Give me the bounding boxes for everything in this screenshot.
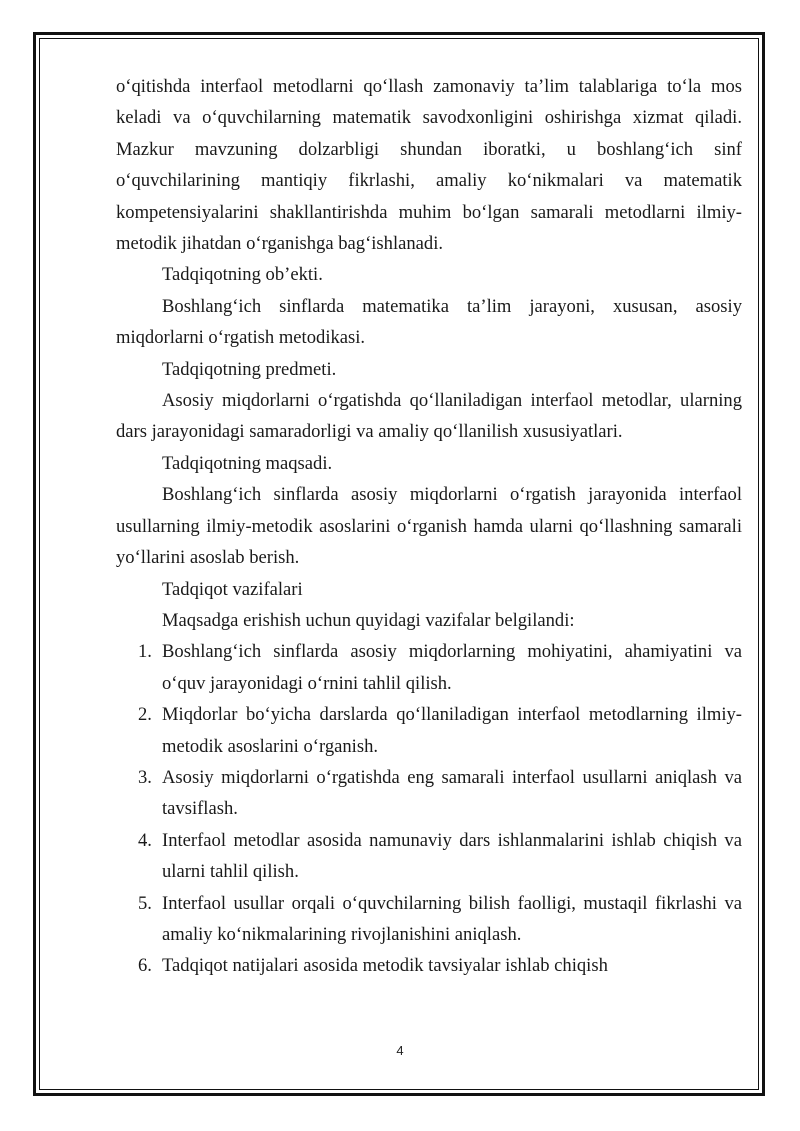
object-heading: Tadqiqotning ob’ekti. xyxy=(162,264,323,286)
list-item xyxy=(116,825,742,888)
list-number: 5. xyxy=(138,892,152,914)
subject-heading: Tadqiqotning predmeti. xyxy=(162,358,337,380)
document-body xyxy=(116,71,742,982)
list-number: 1. xyxy=(138,641,152,663)
object-text: Boshlang‘ich sinflarda matematika ta’lim jarayoni, xususan, asosiy miqdorlarni o‘rgatish metodikasi. xyxy=(116,295,742,349)
tasks-heading: Tadqiqot vazifalari xyxy=(162,578,303,600)
page-number: 4 xyxy=(396,1043,404,1058)
list-item-text: Miqdorlar bo‘yicha darslarda qo‘llaniladigan interfaol metodlarning ilmiy-metodik asoslarini o‘rganish. xyxy=(162,704,742,757)
list-item-text: Boshlang‘ich sinflarda asosiy miqdorlarning mohiyatini, ahamiyatini va o‘quv jarayonidagi o‘rnini tahlil qilish. xyxy=(162,641,742,694)
goal-heading: Tadqiqotning maqsadi. xyxy=(162,452,333,474)
tasks-list xyxy=(116,636,742,981)
list-item-text: Asosiy miqdorlarni o‘rgatishda eng samarali interfaol usullarni aniqlash va tavsiflash. xyxy=(162,766,742,820)
list-number: 2. xyxy=(138,704,152,726)
subject-text: Asosiy miqdorlarni o‘rgatishda qo‘llaniladigan interfaol metodlar, ularning dars jarayonidagi samaradorligi va amaliy qo‘llanilish xususiyatlari. xyxy=(116,390,742,443)
list-item xyxy=(116,888,742,951)
list-item-text: Interfaol metodlar asosida namunaviy dars ishlanmalarini ishlab chiqish va ularni tahlil qilish. xyxy=(162,829,742,883)
tasks-intro: Maqsadga erishish uchun quyidagi vazifalar belgilandi: xyxy=(162,609,575,631)
intro-paragraph: o‘qitishda interfaol metodlarni qo‘llash zamonaviy ta’lim talablariga to‘la mos keladi va o‘quvchilarning matematik savodxonligini oshirishga xizmat qiladi. Mazkur mavzuning dolzarbligi shundan iboratki, u boshlang‘ich sinf o‘quvchilarining mantiqiy fikrlashi, amaliy ko‘nikmalari va matematik kompetensiyalarini shakllantirishda muhim bo‘lgan samarali metodlarni ilmiy-metodik jihatdan o‘rganishga bag‘ishlanadi. xyxy=(116,76,742,255)
goal-text: Boshlang‘ich sinflarda asosiy miqdorlarni o‘rgatish jarayonida interfaol usullarning ilmiy-metodik asoslarini o‘rganish hamda ularni qo‘llashning samarali yo‘llarini asoslab berish. xyxy=(116,484,742,569)
list-item xyxy=(116,699,742,762)
list-item-text: Tadqiqot natijalari asosida metodik tavsiyalar ishlab chiqish xyxy=(162,955,608,977)
list-item-text: Interfaol usullar orqali o‘quvchilarning bilish faolligi, mustaqil fikrlashi va amaliy ko‘nikmalarining rivojlanishini aniqlash. xyxy=(162,892,742,945)
list-number: 3. xyxy=(138,766,152,788)
list-number: 6. xyxy=(138,955,152,977)
list-item xyxy=(116,950,742,981)
list-item xyxy=(116,636,742,699)
list-number: 4. xyxy=(138,829,152,851)
list-item xyxy=(116,762,742,825)
